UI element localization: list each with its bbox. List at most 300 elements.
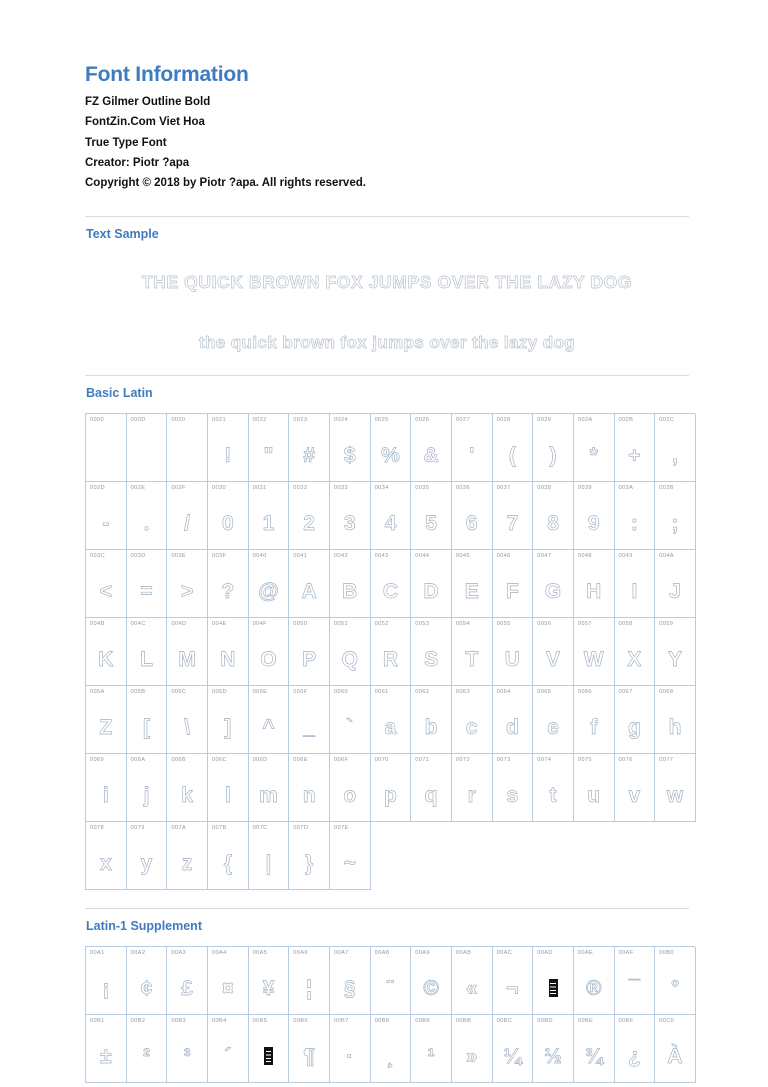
glyph-cell[interactable] [371,754,412,822]
section-title-text-sample: Text Sample [86,226,159,241]
glyph-cell[interactable] [289,686,330,754]
glyph-cell[interactable] [493,618,534,686]
glyph-cell[interactable] [208,822,249,890]
glyph-cell[interactable] [249,550,290,618]
glyph-cell[interactable] [167,414,208,482]
codepoint-label: 0060 [333,688,348,695]
glyph-cell[interactable] [655,550,696,618]
codepoint-label: 002F [171,484,186,491]
glyph-cell[interactable] [86,686,127,754]
glyph-cell[interactable] [127,482,168,550]
codepoint-label: 0044 [415,552,430,559]
codepoint-label: 00B0 [659,949,674,956]
codepoint-label: 0049 [618,552,633,559]
glyph-cell[interactable] [452,414,493,482]
glyph-preview: ± [100,1044,112,1068]
grid-filler-cell [371,822,412,890]
codepoint-label: 005B [130,688,146,695]
codepoint-label: 004C [130,620,146,627]
glyph-cell[interactable] [371,1015,412,1083]
glyph-preview: \ [184,715,191,739]
codepoint-label: 007B [211,824,227,831]
codepoint-label: 00B7 [333,1017,349,1024]
glyph-cell[interactable] [127,414,168,482]
glyph-cell[interactable] [493,414,534,482]
glyph-cell[interactable] [330,550,371,618]
glyph-cell[interactable] [452,482,493,550]
codepoint-label: 0058 [618,620,633,627]
glyph-preview: ½ [544,1044,562,1068]
glyph-cell[interactable] [371,947,412,1015]
sample-uppercase: THE QUICK BROWN FOX JUMPS OVER THE LAZY DOG [141,271,633,292]
glyph-preview: I [631,579,638,603]
glyph-cell[interactable] [655,482,696,550]
codepoint-label: 006F [333,756,349,763]
font-info-line: FZ Gilmer Outline Bold [85,96,211,109]
codepoint-label: 00A8 [374,949,390,956]
glyph-preview: < [99,579,112,603]
glyph-preview: T [465,647,479,671]
glyph-preview: 2 [303,511,315,535]
glyph-preview: " [263,443,274,467]
glyph-cell[interactable] [411,1015,452,1083]
glyph-preview: X [627,647,642,671]
codepoint-label: 003B [659,484,674,491]
glyph-preview: ) [549,443,557,467]
glyph-cell[interactable] [167,686,208,754]
glyph-notdef-box [533,963,573,1014]
glyph-cell[interactable] [330,754,371,822]
glyph-cell[interactable] [533,482,574,550]
glyph-cell[interactable] [371,482,412,550]
glyph-cell[interactable] [574,1015,615,1083]
glyph-cell[interactable] [249,1015,290,1083]
glyph-preview: n [302,783,316,807]
codepoint-label: 0057 [577,620,592,627]
glyph-cell[interactable] [127,822,168,890]
glyph-cell[interactable] [127,550,168,618]
glyph-preview: ? [221,579,235,603]
glyph-cell[interactable] [86,1015,127,1083]
font-info-line: Creator: Piotr ?apa [85,157,190,170]
glyph-cell[interactable] [533,1015,574,1083]
codepoint-label: 0068 [659,688,674,695]
glyph-cell[interactable] [493,550,534,618]
glyph-preview: p [384,783,397,807]
codepoint-label: 0066 [577,688,592,695]
glyph-cell[interactable] [167,1015,208,1083]
glyph-preview: ( [508,443,516,467]
glyph-cell[interactable] [615,482,656,550]
codepoint-label: 00BF [618,1017,634,1024]
glyph-cell[interactable] [330,482,371,550]
codepoint-label: 00B2 [130,1017,146,1024]
codepoint-label: 0026 [415,416,430,423]
codepoint-label: 00AC [496,949,513,956]
glyph-preview: U [504,647,520,671]
codepoint-label: 005E [252,688,268,695]
glyph-preview: H [586,579,602,603]
glyph-cell[interactable] [86,947,127,1015]
glyph-cell[interactable] [289,550,330,618]
codepoint-label: 0062 [415,688,430,695]
codepoint-label: 00B6 [293,1017,308,1024]
codepoint-label: 006A [130,756,146,763]
glyph-cell[interactable] [615,550,656,618]
glyph-cell[interactable] [249,947,290,1015]
glyph-preview: l [224,783,231,807]
codepoint-label: 00C0 [659,1017,675,1024]
glyph-cell[interactable] [452,686,493,754]
glyph-preview: { [223,851,232,875]
codepoint-label: 00B8 [374,1017,390,1024]
glyph-preview: W [583,647,604,671]
glyph-cell[interactable] [655,618,696,686]
codepoint-label: 00A5 [252,949,268,956]
glyph-cell[interactable] [167,550,208,618]
glyph-preview: ¨ [386,976,394,1000]
glyph-cell[interactable] [208,482,249,550]
glyph-preview: : [630,511,638,535]
glyph-preview: , [672,443,678,467]
codepoint-label: 0053 [415,620,430,627]
glyph-cell[interactable] [249,754,290,822]
glyph-cell[interactable] [452,550,493,618]
glyph-preview: c [465,715,478,739]
glyph-preview: s [506,783,519,807]
codepoint-label: 0070 [374,756,389,763]
codepoint-label: 0023 [293,416,308,423]
codepoint-label: 0052 [374,620,389,627]
section-basic-latin [85,375,689,890]
codepoint-label: 00B5 [252,1017,268,1024]
codepoint-label: 0056 [537,620,552,627]
glyph-cell[interactable] [289,822,330,890]
glyph-cell[interactable] [167,482,208,550]
glyph-preview: b [424,715,438,739]
glyph-preview: 7 [506,511,519,535]
codepoint-label: 005F [293,688,308,695]
grid-filler-cell [533,822,574,890]
glyph-cell[interactable] [615,686,656,754]
glyph-cell[interactable] [411,947,452,1015]
codepoint-label: 0048 [577,552,592,559]
glyph-preview: k [181,783,193,807]
glyph-preview: P [302,647,317,671]
codepoint-label: 0074 [537,756,552,763]
glyph-preview: + [628,443,641,467]
section-latin1-supplement [85,908,689,1083]
codepoint-label: 0075 [577,756,592,763]
codepoint-label: 00A6 [293,949,308,956]
glyph-cell[interactable] [615,414,656,482]
glyph-cell[interactable] [289,414,330,482]
glyph-cell[interactable] [127,947,168,1015]
glyph-cell[interactable] [330,414,371,482]
codepoint-label: 0034 [374,484,389,491]
grid-filler-cell [574,822,615,890]
glyph-cell[interactable] [330,686,371,754]
sample-lowercase: the quick brown fox jumps over the lazy dog [198,332,576,352]
codepoint-label: 005A [90,688,105,695]
glyph-cell[interactable] [249,618,290,686]
glyph-preview: ¤ [221,976,234,1000]
glyph-cell[interactable] [289,947,330,1015]
glyph-cell[interactable] [249,414,290,482]
codepoint-label: 0047 [537,552,552,559]
codepoint-label: 0030 [211,484,227,491]
glyph-cell[interactable] [411,482,452,550]
glyph-cell[interactable] [655,947,696,1015]
glyph-cell[interactable] [574,947,615,1015]
glyph-preview: % [381,443,400,467]
glyph-cell[interactable] [493,686,534,754]
glyph-cell[interactable] [574,686,615,754]
glyph-preview: & [423,443,439,467]
glyph-cell[interactable] [208,414,249,482]
glyph-cell[interactable] [289,1015,330,1083]
codepoint-label: 0040 [252,552,267,559]
glyph-cell[interactable] [533,754,574,822]
glyph-cell[interactable] [615,947,656,1015]
glyph-cell[interactable] [574,414,615,482]
codepoint-label: 0071 [415,756,430,763]
glyph-preview: ; [671,511,679,535]
glyph-cell[interactable] [289,482,330,550]
glyph-cell[interactable] [452,754,493,822]
glyph-preview: ¾ [584,1044,603,1068]
codepoint-label: 003C [90,552,105,559]
codepoint-label: 0021 [211,416,227,423]
glyph-cell[interactable] [615,618,656,686]
codepoint-label: 002D [90,484,105,491]
codepoint-label: 0037 [496,484,511,491]
glyph-cell[interactable] [655,1015,696,1083]
codepoint-label: 0029 [537,416,552,423]
codepoint-label: 0067 [618,688,633,695]
glyph-cell[interactable] [289,754,330,822]
glyph-cell[interactable] [86,482,127,550]
codepoint-label: 0031 [252,484,267,491]
codepoint-label: 002A [577,416,593,423]
codepoint-label: 000D [130,416,146,423]
glyph-cell[interactable] [655,754,696,822]
glyph-preview: ¹ [427,1044,435,1068]
glyph-cell[interactable] [574,550,615,618]
glyph-cell[interactable] [330,1015,371,1083]
glyph-cell[interactable] [208,754,249,822]
glyph-cell[interactable] [655,686,696,754]
glyph-preview: ~ [343,851,356,875]
glyph-cell[interactable] [208,686,249,754]
glyph-cell[interactable] [330,618,371,686]
codepoint-label: 00BD [537,1017,553,1024]
glyph-preview: ® [585,976,602,1000]
codepoint-label: 00A3 [171,949,186,956]
codepoint-label: 002B [618,416,634,423]
glyph-preview: a [384,715,397,739]
glyph-cell[interactable] [371,550,412,618]
glyph-grid-basic-latin [85,413,695,890]
glyph-cell[interactable] [86,754,127,822]
glyph-cell[interactable] [86,618,127,686]
glyph-cell[interactable] [533,947,574,1015]
glyph-cell[interactable] [493,754,534,822]
glyph-preview: z [181,851,193,875]
glyph-cell[interactable] [411,686,452,754]
codepoint-label: 0061 [374,688,389,695]
glyph-cell[interactable] [208,1015,249,1083]
glyph-cell[interactable] [371,618,412,686]
glyph-cell[interactable] [411,414,452,482]
glyph-preview: v [628,783,641,807]
glyph-preview: O [260,647,277,671]
grid-filler-cell [615,822,656,890]
glyph-cell[interactable] [330,947,371,1015]
glyph-preview: V [546,647,561,671]
glyph-cell[interactable] [127,618,168,686]
codepoint-label: 002E [130,484,146,491]
glyph-cell[interactable] [615,754,656,822]
glyph-cell[interactable] [167,754,208,822]
glyph-preview: ° [670,976,680,1000]
glyph-preview: ¡ [102,976,110,1000]
glyph-cell[interactable] [86,414,127,482]
codepoint-label: 0020 [171,416,186,423]
glyph-cell[interactable] [411,754,452,822]
glyph-cell[interactable] [371,414,412,482]
glyph-preview: ¿ [627,1044,641,1068]
glyph-cell[interactable] [452,618,493,686]
codepoint-label: 007C [252,824,268,831]
glyph-preview: Y [668,647,683,671]
glyph-cell[interactable] [249,822,290,890]
codepoint-label: 0046 [496,552,511,559]
codepoint-label: 002C [659,416,675,423]
glyph-cell[interactable] [411,550,452,618]
glyph-cell[interactable] [249,482,290,550]
glyph-cell[interactable] [330,822,371,890]
codepoint-label: 006C [211,756,227,763]
glyph-preview: ¬ [506,976,519,1000]
glyph-preview: _ [303,715,315,739]
glyph-preview: x [99,851,112,875]
codepoint-label: 007A [171,824,186,831]
glyph-preview: L [140,647,153,671]
glyph-cell[interactable] [208,947,249,1015]
glyph-preview: ' [469,443,475,467]
codepoint-label: 0059 [659,620,674,627]
codepoint-label: 0041 [293,552,308,559]
codepoint-label: 006D [252,756,268,763]
glyph-cell[interactable] [574,482,615,550]
codepoint-label: 0027 [455,416,470,423]
codepoint-label: 003E [171,552,186,559]
glyph-preview: ¯ [628,976,641,1000]
glyph-preview: ¦ [306,976,313,1000]
codepoint-label: 004A [659,552,674,559]
glyph-cell[interactable] [86,550,127,618]
glyph-cell[interactable] [167,947,208,1015]
glyph-preview: © [423,976,439,1000]
glyph-cell[interactable] [452,1015,493,1083]
glyph-cell[interactable] [289,618,330,686]
glyph-cell[interactable] [167,618,208,686]
codepoint-label: 00A4 [211,949,227,956]
glyph-cell[interactable] [127,686,168,754]
glyph-preview: t [549,783,557,807]
text-sample-area [85,242,689,353]
glyph-cell[interactable] [167,822,208,890]
codepoint-label: 0038 [537,484,552,491]
glyph-preview: d [505,715,519,739]
codepoint-label: 00B4 [211,1017,227,1024]
glyph-cell[interactable] [493,1015,534,1083]
glyph-cell[interactable] [127,754,168,822]
page-title: Font Information [85,63,249,86]
glyph-preview: 0 [221,511,234,535]
codepoint-label: 0024 [333,416,348,423]
glyph-cell[interactable] [86,822,127,890]
glyph-preview: * [589,443,598,467]
font-info-line: Copyright © 2018 by Piotr ?apa. All rights reserved. [85,177,366,190]
codepoint-label: 0069 [90,756,105,763]
glyph-cell[interactable] [208,618,249,686]
glyph-preview: u [587,783,601,807]
section-text-sample [85,216,689,353]
glyph-cell[interactable] [615,1015,656,1083]
glyph-cell[interactable] [249,686,290,754]
glyph-preview: 1 [262,511,275,535]
codepoint-label: 0033 [333,484,348,491]
glyph-preview: F [505,579,519,603]
glyph-preview: 8 [547,511,559,535]
glyph-notdef-box [249,1031,289,1082]
glyph-cell[interactable] [533,686,574,754]
basic-latin-grid-wrap [85,401,689,890]
codepoint-label: 00BE [577,1017,594,1024]
glyph-cell[interactable] [493,482,534,550]
glyph-cell[interactable] [574,754,615,822]
glyph-preview: · [346,1044,354,1068]
glyph-cell[interactable] [533,618,574,686]
glyph-cell[interactable] [533,550,574,618]
glyph-cell[interactable] [208,550,249,618]
glyph-cell[interactable] [452,947,493,1015]
glyph-cell[interactable] [411,618,452,686]
glyph-preview: . [143,511,150,535]
glyph-preview: w [666,783,684,807]
glyph-cell[interactable] [371,686,412,754]
glyph-preview: ¸ [386,1044,394,1068]
codepoint-label: 0035 [415,484,430,491]
codepoint-label: 00AF [618,949,634,956]
codepoint-label: 00AD [537,949,553,956]
font-info-list [85,87,689,193]
glyph-preview: E [464,579,479,603]
glyph-cell[interactable] [533,414,574,482]
codepoint-label: 0055 [496,620,511,627]
glyph-cell[interactable] [493,947,534,1015]
glyph-cell[interactable] [655,414,696,482]
codepoint-label: 00AE [577,949,594,956]
glyph-preview: ^ [262,715,275,739]
codepoint-label: 0073 [496,756,511,763]
glyph-cell[interactable] [574,618,615,686]
codepoint-label: 0045 [455,552,470,559]
glyph-preview: 5 [425,511,437,535]
glyph-cell[interactable] [127,1015,168,1083]
